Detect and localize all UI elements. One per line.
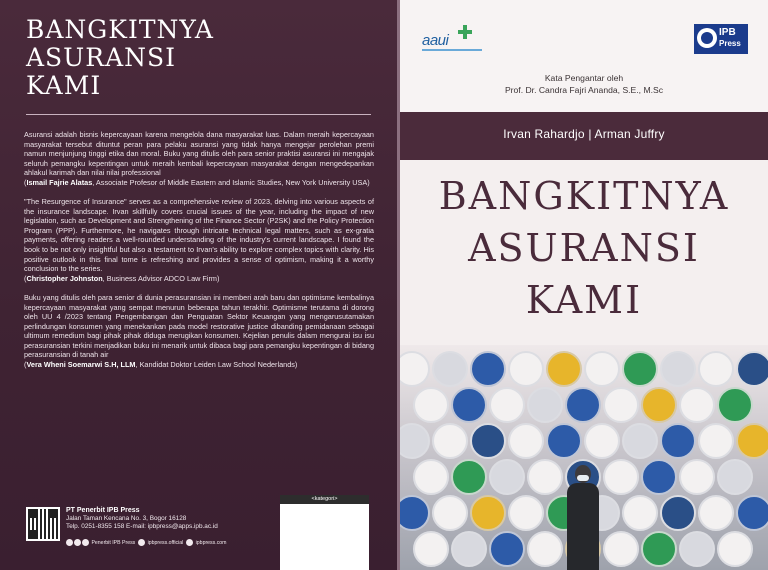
logo-tile bbox=[432, 423, 468, 459]
logo-tile bbox=[489, 387, 525, 423]
logo-tile bbox=[698, 495, 734, 531]
logo-tile bbox=[660, 351, 696, 387]
logo-tile bbox=[679, 387, 715, 423]
ipb-press-logo bbox=[694, 24, 748, 54]
logo-tile bbox=[622, 495, 658, 531]
back-cover-title bbox=[26, 16, 266, 100]
logo-tile bbox=[584, 351, 620, 387]
logo-tile bbox=[470, 351, 506, 387]
cover-photo bbox=[400, 345, 768, 570]
ipb-logo-word: IPB bbox=[719, 27, 736, 38]
logo-tile bbox=[432, 495, 468, 531]
logo-tile bbox=[565, 387, 601, 423]
logo-tile bbox=[508, 495, 544, 531]
social-links bbox=[66, 539, 227, 546]
logo-tile bbox=[451, 387, 487, 423]
logo-underline bbox=[422, 49, 482, 51]
social-handle: ipbpress.official bbox=[147, 539, 184, 546]
endorsement-text: Buku yang ditulis oleh para senior di dunia perasuransian ini memberi arah baru dan optimisme kembalinya kepercayaan masyarakat yang sempat menurun beberapa tahun terakhir. Optimisme terutama di dorong oleh UU 4 /2023 tentang Pengembangan dan Penguatan Sektor Keuangan yang mengarusutamakan perlindungan konsumen yang menekankan pada model restorative justice dibanding pemidanaan sebagai ultimum remedium bagi pihak pihak diduga merugikan konsumen. Kejelian penulis dalam mengurai isu isu perasuransian terkini menjadikan buku ini menarik untuk dibaca bagi para pemangku kepentingan di bidang perasuransian di tanah air bbox=[24, 292, 374, 360]
logo-tile bbox=[527, 459, 563, 495]
logo-tile bbox=[527, 531, 563, 567]
logo-tile bbox=[413, 531, 449, 567]
twitter-icon bbox=[74, 539, 81, 546]
endorsement-affiliation: , Associate Profesor of Middle Eastern and Islamic Studies, New York University USA) bbox=[92, 177, 370, 187]
ipb-logo-press: Press bbox=[719, 39, 741, 48]
back-title-line: BANGKITNYA bbox=[26, 15, 214, 44]
cross-icon bbox=[458, 25, 472, 39]
logo-tile bbox=[470, 423, 506, 459]
logo-tile bbox=[413, 459, 449, 495]
endorsement-affiliation: , Kandidat Doktor Leiden Law School Nederlands) bbox=[135, 360, 298, 370]
logo-tile bbox=[508, 423, 544, 459]
kategori-label: <kategori> bbox=[280, 495, 369, 504]
foreword-credit bbox=[400, 72, 768, 96]
logo-tile bbox=[451, 459, 487, 495]
logo-tile bbox=[489, 531, 525, 567]
logo-tile bbox=[698, 423, 734, 459]
logo-tile bbox=[679, 459, 715, 495]
logo-tile bbox=[413, 387, 449, 423]
logo-tile bbox=[508, 351, 544, 387]
endorsement-author: Ismail Fajrie Alatas bbox=[26, 177, 93, 187]
endorsement-list bbox=[24, 130, 374, 379]
barcode-area bbox=[280, 495, 369, 570]
logo-tile bbox=[546, 423, 582, 459]
instagram-icon bbox=[138, 539, 145, 546]
endorsement: Buku yang ditulis oleh para senior di dunia perasuransian ini memberi arah baru dan optimisme kembalinya kepercayaan masyarakat yang sempat menurun beberapa tahun terakhir. Optimisme terutama di dorong oleh UU 4 /2023 tentang Pengembangan dan Penguatan Sektor Keuangan yang mengarusutamakan perlindungan konsumen yang menekankan pada model restorative justice dibanding pemidanaan sebagai ultimum remedium bagi pihak pihak diduga merugikan konsumen. Kejelian penulis dalam mengurai isu isu perasuransian terkini menjadikan buku ini menarik untuk dibaca bagi para pemangku kepentingan di bidang perasuransian di tanah air (Vera Wheni Soemarwi S.H, LLM, Kandidat Doktor Leiden Law School Nederlands) bbox=[24, 292, 374, 370]
endorsement-text: Asuransi adalah bisnis kepercayaan karena mengelola dana masyarakat luas. Dalam meraih kepercayaan masyarakat tersebut dituntut peran para pelaku asuransi yang tidak hanya mengejar perolehan premi namun menjunjung tinggi etika dan moral. Buku yang ditulis oleh para senior praktisi asuransi ini mengajak seluruh pemangku kepentingan untuk meraih kembali kepercayaan masyarakat dengan mengedepankan ahlakul karimah dan nilai nilai professional bbox=[24, 130, 374, 178]
logo-tile bbox=[400, 495, 430, 531]
publisher-contact: Telp. 0251-8355 158 E-mail: ipbpress@apps.ipb.ac.id bbox=[66, 523, 218, 531]
endorsement-text: "The Resurgence of Insurance" serves as a comprehensive review of 2023, delving into various aspects of the insurance landscape. Irvan skillfully covers crucial issues of the year, including the impact of new legislation, such as Development and Strengthening of the Finance Sector (P2SK) and the Policy Protection Program (PPP). Furthermore, he navigates through intricate technical legal matters, such as ex-gratia payments, offering readers a well-rounded understanding of the industry's current landscape. I found the book to be not only insightful but also a testament to Irvan's ability to explore complex topics with clarity. His positive outlook in this final tome is refreshing and provides a sense of optimism, making it a worthy conclusion to the series. bbox=[24, 197, 374, 274]
endorsement-author: Vera Wheni Soemarwi S.H, LLM bbox=[26, 360, 136, 370]
publisher-info bbox=[26, 507, 276, 547]
logo-tile bbox=[679, 531, 715, 567]
logo-tile bbox=[641, 387, 677, 423]
aaui-logo-text: aaui bbox=[422, 32, 449, 49]
front-title-line: KAMI bbox=[525, 278, 643, 322]
social-handle: Penerbit IPB Press bbox=[91, 539, 136, 546]
aaui-logo bbox=[422, 25, 482, 53]
logo-tile bbox=[527, 387, 563, 423]
logo-tile bbox=[717, 459, 753, 495]
logo-tile bbox=[622, 351, 658, 387]
logo-tile bbox=[641, 459, 677, 495]
logo-tile bbox=[470, 495, 506, 531]
logo-tile bbox=[489, 459, 525, 495]
qr-code-icon bbox=[26, 507, 60, 541]
authors: Irvan Rahardjo | Arman Juffry bbox=[503, 127, 665, 141]
front-cover-title bbox=[400, 170, 768, 326]
logo-tile bbox=[603, 387, 639, 423]
logo-tile bbox=[584, 423, 620, 459]
globe-icon bbox=[186, 539, 193, 546]
publisher-address: Jalan Taman Kencana No. 3, Bogor 16128 bbox=[66, 515, 187, 523]
foreword-label: Kata Pengantar oleh bbox=[544, 73, 624, 83]
title-divider bbox=[26, 114, 371, 115]
logo-tile bbox=[400, 351, 430, 387]
endorsement: Asuransi adalah bisnis kepercayaan karena mengelola dana masyarakat luas. Dalam meraih kepercayaan masyarakat tersebut dituntut peran para pelaku asuransi yang tidak hanya mengejar perolehan premi namun menjunjung tinggi etika dan moral. Buku yang ditulis oleh para senior praktisi asuransi ini mengajak seluruh pemangku kepentingan untuk meraih kembali kepercayaan masyarakat dengan mengedepankan ahlakul karimah dan nilai nilai professional (Ismail Fajrie Alatas, Associate Profesor of Middle Eastern and Islamic Studies, New York University USA) bbox=[24, 130, 374, 187]
seal-icon bbox=[697, 28, 717, 48]
logo-tile bbox=[736, 423, 768, 459]
logo-tile bbox=[736, 351, 768, 387]
logo-tile bbox=[736, 495, 768, 531]
logo-tile bbox=[641, 531, 677, 567]
person-silhouette bbox=[565, 465, 601, 570]
back-title-line: ASURANSI bbox=[26, 43, 177, 72]
logo-tile bbox=[717, 531, 753, 567]
logo-tile bbox=[660, 495, 696, 531]
logo-tile bbox=[400, 423, 430, 459]
logo-tile bbox=[603, 459, 639, 495]
logo-tile bbox=[451, 531, 487, 567]
social-handle: ipbpress.com bbox=[195, 539, 227, 546]
logo-tile bbox=[546, 351, 582, 387]
front-title-line: ASURANSI bbox=[468, 226, 700, 270]
front-title-line: BANGKITNYA bbox=[438, 174, 730, 218]
logo-tile bbox=[622, 423, 658, 459]
back-title-line: KAMI bbox=[26, 71, 102, 100]
logo-tile bbox=[717, 387, 753, 423]
endorsement-affiliation: , Business Advisor ADCO Law Firm) bbox=[102, 273, 220, 283]
logo-tile bbox=[603, 531, 639, 567]
logo-tile bbox=[432, 351, 468, 387]
publisher-name: PT Penerbit IPB Press bbox=[66, 507, 140, 514]
youtube-icon bbox=[82, 539, 89, 546]
logo-tile bbox=[698, 351, 734, 387]
logo-tile bbox=[660, 423, 696, 459]
foreword-author: Prof. Dr. Candra Fajri Ananda, S.E., M.Sc bbox=[504, 85, 664, 95]
endorsement: "The Resurgence of Insurance" serves as a comprehensive review of 2023, delving into various aspects of the insurance landscape. Irvan skillfully covers crucial issues of the year, including the impact of new legislation, such as Development and Strengthening of the Finance Sector (P2SK) and the Policy Protection Program (PPP). Furthermore, he navigates through intricate technical legal matters, such as ex-gratia payments, offering readers a well-rounded understanding of the industry's current landscape. I found the book to be not only insightful but also a testament to Irvan's ability to explore complex topics with clarity. His positive outlook in this final tome is refreshing and provides a sense of optimism, making it a worthy conclusion to the series. (Christopher Johnston, Business Advisor ADCO Law Firm) bbox=[24, 197, 374, 283]
facebook-icon bbox=[66, 539, 73, 546]
front-cover bbox=[400, 0, 768, 570]
publisher-text bbox=[66, 507, 281, 532]
endorsement-author: Christopher Johnston bbox=[26, 273, 103, 283]
